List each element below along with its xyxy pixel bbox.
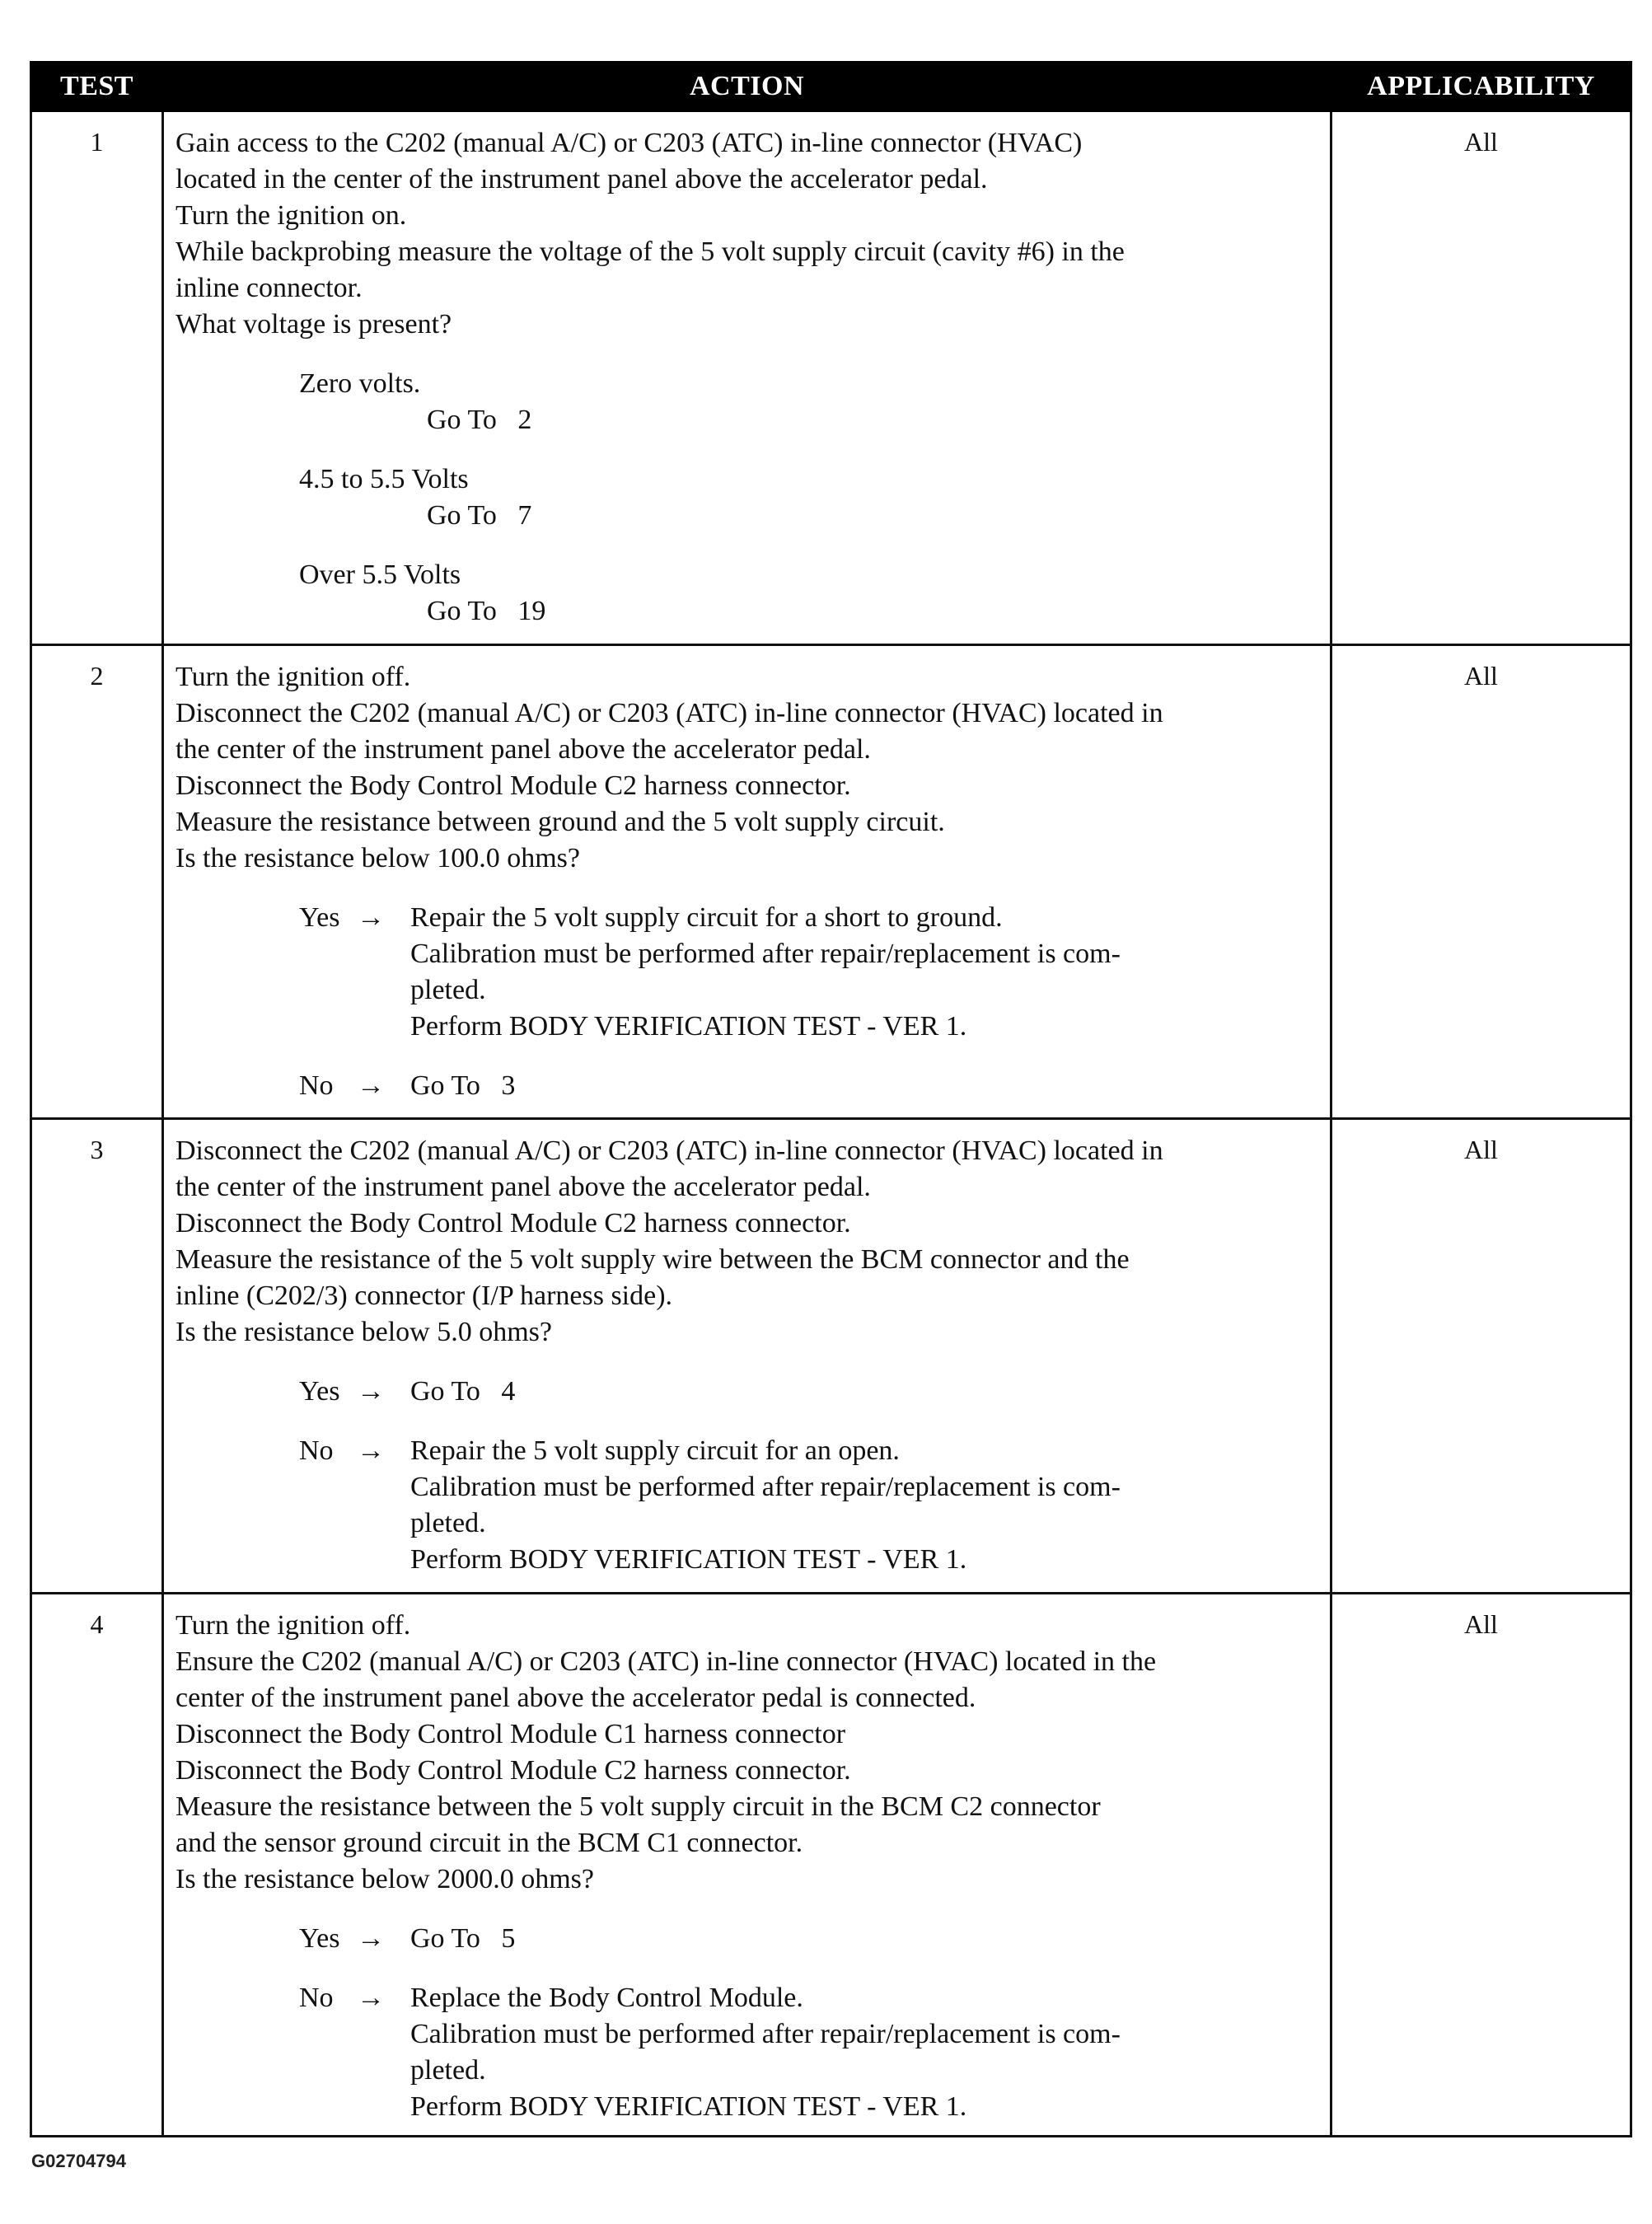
- table-header-row: [31, 63, 1631, 111]
- table-row: [31, 111, 1631, 645]
- table-row: [31, 645, 1631, 1119]
- action-line: Turn the ignition off.: [175, 662, 411, 692]
- action-line: Disconnect the Body Control Module C2 harness connector.: [175, 770, 851, 801]
- answer-option: [299, 461, 1322, 534]
- action-cell: [163, 1119, 1331, 1594]
- action-cell: [163, 645, 1331, 1119]
- action-line: What voltage is present?: [175, 309, 452, 339]
- action-line: Measure the resistance between the 5 volt supply circuit in the BCM C2 connector: [175, 1791, 1101, 1822]
- test-number: 1: [31, 111, 163, 645]
- result-line: Repair the 5 volt supply circuit for a short to ground.: [410, 902, 1003, 933]
- no-result: [410, 1068, 1322, 1104]
- action-line: inline (C202/3) connector (I/P harness side).: [175, 1281, 673, 1311]
- action-line: and the sensor ground circuit in the BCM C1 connector.: [175, 1828, 803, 1858]
- action-line: Measure the resistance between ground and the 5 volt supply circuit.: [175, 807, 945, 837]
- action-line: Is the resistance below 5.0 ohms?: [175, 1317, 552, 1347]
- action-line: While backprobing measure the voltage of the 5 volt supply circuit (cavity #6) in the: [175, 236, 1125, 267]
- action-line: Is the resistance below 100.0 ohms?: [175, 843, 580, 873]
- yes-label: Yes: [299, 1923, 340, 1954]
- no-result: [410, 1980, 1322, 2125]
- result-line: Replace the Body Control Module.: [410, 1983, 803, 2013]
- result-line: pleted.: [410, 975, 486, 1005]
- result-line: Go To 4: [410, 1376, 516, 1407]
- header-action: ACTION: [163, 63, 1331, 111]
- result-line: Calibration must be performed after repair/replacement is com-: [410, 939, 1121, 969]
- goto-step: Go To 19: [427, 596, 546, 626]
- option-label: 4.5 to 5.5 Volts: [299, 464, 469, 494]
- no-branch: [299, 1980, 1322, 2125]
- arrow-icon: →: [357, 1435, 385, 1466]
- no-result: [410, 1433, 1322, 1578]
- yes-label: Yes: [299, 902, 340, 933]
- applicability-cell: All: [1331, 111, 1631, 645]
- result-line: pleted.: [410, 2055, 486, 2086]
- action-line: Measure the resistance of the 5 volt supply wire between the BCM connector and the: [175, 1244, 1130, 1275]
- yes-result: [410, 900, 1322, 1045]
- result-line: Perform BODY VERIFICATION TEST - VER 1.: [410, 1011, 967, 1042]
- no-branch: [299, 1068, 1322, 1104]
- arrow-icon: →: [357, 1923, 385, 1954]
- arrow-icon: →: [357, 1983, 385, 2013]
- result-line: Calibration must be performed after repair/replacement is com-: [410, 1472, 1121, 1502]
- result-line: Repair the 5 volt supply circuit for an open.: [410, 1435, 900, 1466]
- option-label: Over 5.5 Volts: [299, 560, 461, 590]
- goto-step: Go To 7: [427, 500, 532, 531]
- action-line: the center of the instrument panel above the accelerator pedal.: [175, 734, 871, 765]
- answer-option: [299, 557, 1322, 630]
- action-line: inline connector.: [175, 273, 363, 303]
- action-line: Ensure the C202 (manual A/C) or C203 (ATC) in-line connector (HVAC) located in the: [175, 1646, 1157, 1677]
- action-line: center of the instrument panel above the accelerator pedal is connected.: [175, 1683, 976, 1713]
- yes-branch: [299, 1921, 1322, 1957]
- action-line: Is the resistance below 2000.0 ohms?: [175, 1864, 594, 1894]
- applicability-cell: All: [1331, 645, 1631, 1119]
- test-number: 2: [31, 645, 163, 1119]
- no-label: No: [299, 1070, 334, 1101]
- action-line: Disconnect the Body Control Module C1 harness connector: [175, 1719, 846, 1749]
- result-line: Calibration must be performed after repair/replacement is com-: [410, 2019, 1121, 2049]
- action-cell: [163, 1594, 1331, 2137]
- header-applicability: APPLICABILITY: [1331, 63, 1631, 111]
- arrow-icon: →: [357, 1376, 385, 1407]
- yes-branch: [299, 1374, 1322, 1410]
- no-label: No: [299, 1983, 334, 2013]
- arrow-icon: →: [357, 1070, 385, 1101]
- action-line: Disconnect the C202 (manual A/C) or C203 (ATC) in-line connector (HVAC) located in: [175, 698, 1163, 728]
- yes-label: Yes: [299, 1376, 340, 1407]
- header-test: TEST: [31, 63, 163, 111]
- action-line: Turn the ignition on.: [175, 200, 407, 231]
- action-line: Turn the ignition off.: [175, 1610, 411, 1641]
- table-row: [31, 1119, 1631, 1594]
- figure-code: G02704794: [31, 2151, 126, 2171]
- result-line: Perform BODY VERIFICATION TEST - VER 1.: [410, 2091, 967, 2122]
- table-row: [31, 1594, 1631, 2137]
- no-branch: [299, 1433, 1322, 1578]
- no-label: No: [299, 1435, 334, 1466]
- action-line: Disconnect the Body Control Module C2 harness connector.: [175, 1208, 851, 1238]
- action-line: Disconnect the Body Control Module C2 harness connector.: [175, 1755, 851, 1786]
- action-line: Gain access to the C202 (manual A/C) or C203 (ATC) in-line connector (HVAC): [175, 128, 1083, 158]
- action-line: Disconnect the C202 (manual A/C) or C203 (ATC) in-line connector (HVAC) located in: [175, 1135, 1163, 1166]
- goto-step: Go To 2: [427, 405, 532, 435]
- result-line: Perform BODY VERIFICATION TEST - VER 1.: [410, 1544, 967, 1575]
- action-line: located in the center of the instrument panel above the accelerator pedal.: [175, 164, 988, 194]
- applicability-cell: All: [1331, 1119, 1631, 1594]
- action-cell: [163, 111, 1331, 645]
- test-number: 4: [31, 1594, 163, 2137]
- option-label: Zero volts.: [299, 368, 421, 399]
- yes-result: [410, 1374, 1322, 1410]
- applicability-cell: All: [1331, 1594, 1631, 2137]
- result-line: Go To 3: [410, 1070, 516, 1101]
- yes-branch: [299, 900, 1322, 1045]
- test-number: 3: [31, 1119, 163, 1594]
- yes-result: [410, 1921, 1322, 1957]
- answer-option: [299, 366, 1322, 438]
- arrow-icon: →: [357, 902, 385, 933]
- result-line: pleted.: [410, 1508, 486, 1538]
- diagnostic-test-table: [30, 61, 1632, 2137]
- action-line: the center of the instrument panel above the accelerator pedal.: [175, 1172, 871, 1202]
- result-line: Go To 5: [410, 1923, 516, 1954]
